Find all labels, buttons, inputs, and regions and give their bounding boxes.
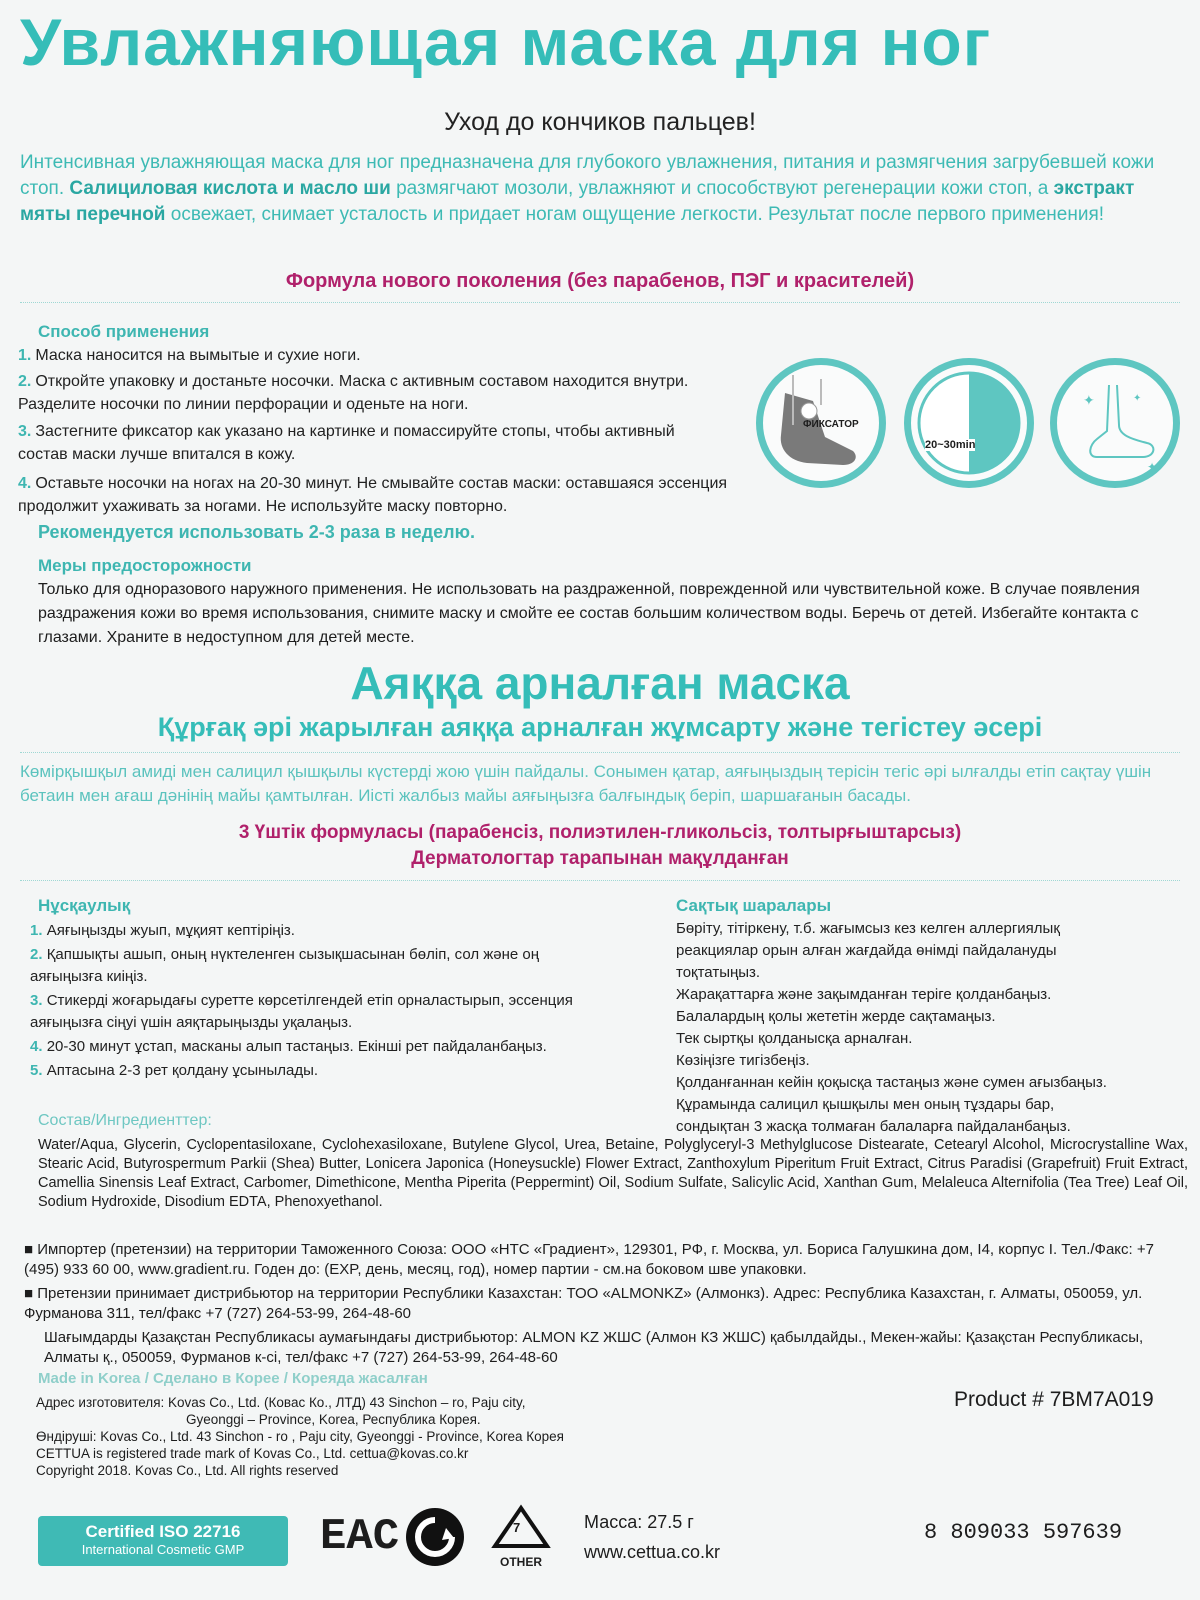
subtitle-kz: Құрғақ әрі жарылған аяққа арналған жұмсарту және тегістеу әсері [157,712,1043,742]
usage-kz-list: 1. Аяғыңызды жуып, мұқият кептіріңіз. 2. Қапшықты ашып, оның нүктеленген сызықшасынан бөліп, сол және оң аяғыңызға киіңіз. 3. Стикерді жоғарыдағы суретте көрсетілгендей етіп орналастырып, эссенция аяғыңызға сіңуі үшін аяқтарыңызды уқалаңыз. 4. 20-30 минут ұстап, масканы алып тастаңыз. Екінші рет пайдаланбаңыз. 5. Аптасына 2-3 рет қолдану ұсынылады. [30,922,573,1079]
title-ru: Увлажняющая маска для ног [20,5,992,79]
eac-mark: EAC [320,1512,400,1562]
usage-ru-heading: Способ применения [38,322,210,341]
divider [20,752,1180,753]
precautions-ru-text: Только для одноразового наружного применения. Не использовать на раздраженной, поврежденной или чувствительной коже. В случае появления раздражения кожи во время использования, снимите маску и смойте ее состав большим количеством воды. Беречь от детей. Избегайте контакта с глазами. Храните в недоступном для детей месте. [38,581,1140,646]
svg-text:✦: ✦ [1083,392,1095,408]
website: www.cettua.co.kr [584,1542,721,1562]
title-kz: Аяққа арналған маска [350,657,850,709]
made-in: Made in Korea / Сделано в Корее / Кореяда жасалған [38,1370,428,1387]
recommend-ru: Рекомендуется использовать 2-3 раза в неделю. [38,522,475,542]
svg-text:✦: ✦ [1147,460,1158,474]
fixator-label: ФИКСАТОР [803,419,859,430]
usage-step: 4. Оставьте носочки на ногах на 20-30 минут. Не смывайте состав маски: оставшаяся эссенция продолжит ухаживать за ногами. Не используйте маску повторно. [18,475,728,515]
recycle-icon: 7 OTHER [486,1504,556,1574]
formula-ru: Формула нового поколения (без парабенов, ПЭГ и красителей) [285,270,915,292]
usage-step: 2. Откройте упаковку и достаньте носочки. Маска с активным составом находится внутри. Разделите носочки по линии перфорации и оденьте на ноги. [18,373,689,413]
importer-info: ■ Импортер (претензии) на территории Таможенного Союза: ООО «НТС «Градиент», 129301, РФ, г. Москва, ул. Бориса Галушкина дом, I4, корпус I. Тел./Факс: +7 (495) 933 60 00, www.gradient.ru. Годен до: (EXP, день, месяц, год), номер партии - см.на боковом шве упаковки. [24,1241,1154,1278]
timer-icon [904,358,1034,488]
kz-distributor-info: ■ Претензии принимает дистрибьютор на территории Республики Казахстан: ТОО «ALMONKZ» (Алмонкз). Адрес: Республика Казахстан, г. Алматы, 050059, ул. Фурманова 311, тел/факс +7 (727) 264-53-99, 264-48-60 [24,1285,1143,1322]
ingredients-heading: Состав/Ингредиенттер: [38,1112,212,1129]
manufacturer-info: Адрес изготовителя: Kovas Co., Ltd. (Ковас Ко., ЛТД) 43 Sinchon – ro, Paju city, Gyeonggi – Province, Korea, Республика Корея. Өндіруші: Kovas Co., Ltd. 43 Sinchon - ro , Paju city, Gyeonggi - Province, Korea Корея CETTUA is registered trade mark of Kovas Co., Ltd. cettua@kovas.co.kr Copyright 2018. Kovas Co., Ltd. All rights reserved [36,1395,564,1478]
subtitle-ru: Уход до кончиков пальцев! [444,108,756,136]
usage-step: 1. Маска наносится на вымытые и сухие ноги. [18,347,361,364]
product-number: Product # 7BM7A019 [954,1388,1154,1411]
fixator-icon [756,358,886,488]
divider [20,880,1180,881]
ingredients-text: Water/Aqua, Glycerin, Cyclopentasiloxane, Cyclohexasiloxane, Butylene Glycol, Urea, Betaine, Polyglyceryl-3 Methylglucose Distearate, Cetearyl Alcohol, Microcrystalline Wax, Stearic Acid, Butyrospermum Parkii (Shea) Butter, Lonicera Japonica (Honeysuckle) Flower Extract, Zanthoxylum Piperitum Fruit Extract, Citrus Paradisi (Grapefruit) Fruit Extract, Camellia Sinensis Leaf Extract, Carbomer, Dimethicone, Mentha Piperita (Peppermint) Oil, Sodium Sulfate, Salicylic Acid, Xanthan Gum, Melaleuca Alternifolia (Tea Tree) Leaf Oil, Sodium Hydroxide, Disodium EDTA, Phenoxyethanol. [38,1137,1188,1210]
foot-sparkle-icon [1050,358,1180,488]
barcode: 8 809033 597639 [924,1520,1123,1545]
usage-step: 3. Застегните фиксатор как указано на картинке и помассируйте стопы, чтобы активный состав маски лучше впитался в кожу. [18,423,675,463]
dermatology-approved: Дерматологтар тарапынан мақұлданған [411,848,789,869]
precautions-kz-list: Бөріту, тітіркену, т.б. жағымсыз кез келген аллергиялық реакциялар орын алған жағдайда өнімді пайдалануды тоқтатыңыз. Жарақаттарға және зақымданған теріге қолданбаңыз. Балалардың қолы жететін жерде сақтамаңыз. Тек сыртқы қолданысқа арналған. Көзіңізге тигізбеңіз. Қолданғаннан кейін қоқысқа тастаңыз және сумен ағызбаңыз. Құрамында салицил қышқылы мен оның тұздары бар, сондықтан 3 жасқа толмаған балаларға пайдаланбаңыз. [676,920,1107,1135]
mass: Масса: 27.5 г [584,1512,694,1532]
precautions-kz-heading: Сақтық шаралары [676,896,832,915]
formula-kz: 3 Үштік формуласы (парабенсіз, полиэтилен-гликольсіз, толтырғыштарсыз) [238,822,962,843]
svg-text:✦: ✦ [1133,393,1142,404]
intro-kz: Көмірқышқыл амиді мен салицил қышқылы күстерді жою үшін пайдалы. Сонымен қатар, аяғыңыздың терісін тегіс әрі ылғалды етіп сақтау үшін бетаин мен ағаш дәнінің майы қамтылған. Иісті жалбыз майы аяғыңызға балғындық беріп, шаршағанын басады. [20,762,1152,805]
iso-certified-badge: Certified ISO 22716 International Cosmetic GMP [38,1516,288,1566]
precautions-ru-heading: Меры предосторожности [38,556,252,575]
usage-kz-heading: Нұсқаулық [38,896,131,915]
kz-distributor-info-kz: Шағымдарды Қазақстан Республикасы аумағындағы дистрибьютор: ALMON KZ ЖШС (Алмон КЗ ЖШС) қабылдайды., Мекен-жайы: Қазақстан Республикасы, Алматы қ., 050059, Фурманов к-сі, тел/факс +7 (727) 264-53-99, 264-48-60 [44,1329,1144,1366]
timer-label: 20~30min [925,439,976,451]
divider [20,302,1180,303]
green-dot-icon [406,1508,464,1566]
intro-ru: Интенсивная увлажняющая маска для ног предназначена для глубокого увлажнения, питания и размягчения загрубевшей кожи стоп. Салициловая кислота и масло ши размягчают мозоли, увлажняют и способствуют регенерации кожи стоп, а экстракт мяты перечной освежает, снимает усталость и придает ногам ощущение легкости. Результат после первого применения! [20,152,1155,225]
